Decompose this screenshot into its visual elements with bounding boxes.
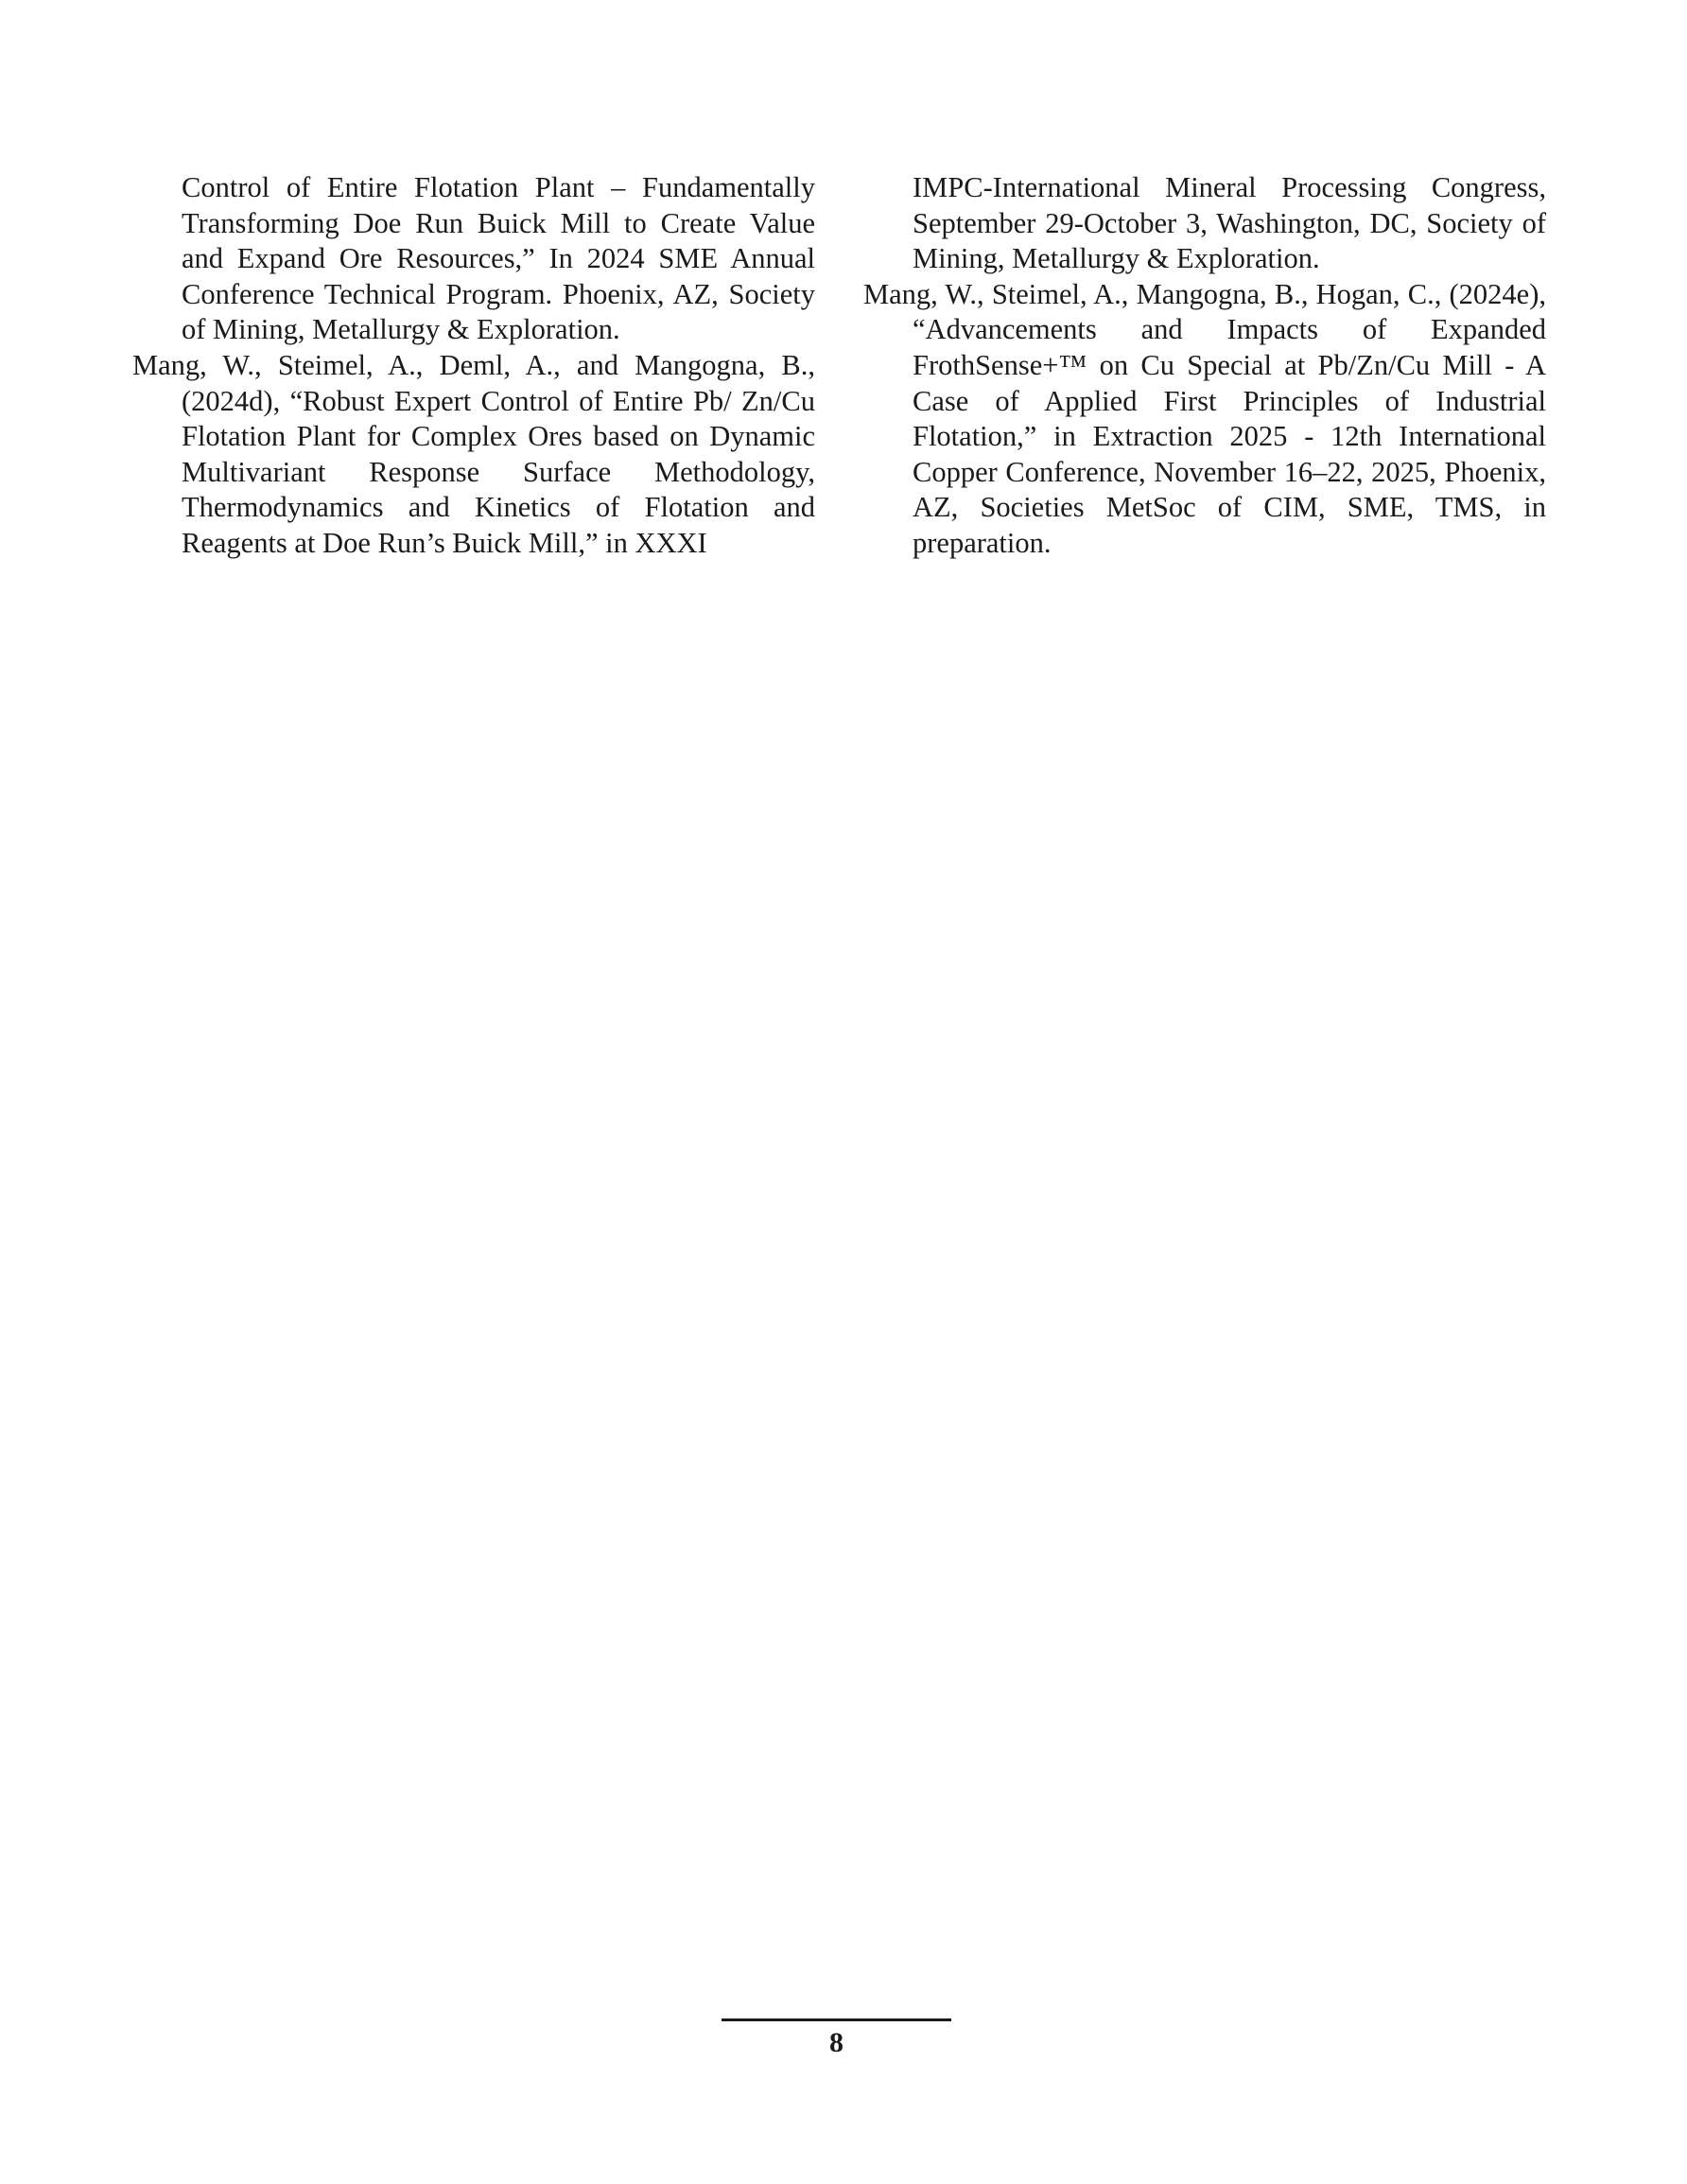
references-column-left — [132, 170, 815, 562]
reference-entry: Control of Entire Flotation Plant – Fundamentally Transforming Doe Run Buick Mill to Create Value and Expand Ore Resources,” In 2024 SME Annual Conference Technical Program. Phoenix, AZ, Society of Mining, Metallurgy & Exploration. — [182, 171, 815, 346]
reference-entry: Mang, W., Steimel, A., Deml, A., and Mangogna, B., (2024d), “Robust Expert Control of Entire Pb/ Zn/Cu Flotation Plant for Complex Ores based on Dynamic Multivariant Response Surface Methodology, Thermodynamics and Kinetics of Flotation and Reagents at Doe Run’s Buick Mill,” in XXXI — [132, 348, 815, 559]
footer-divider — [722, 2018, 951, 2021]
references-column-right — [863, 170, 1546, 562]
page-number: 8 — [829, 2027, 844, 2058]
reference-entry: IMPC-International Mineral Processing Congress, September 29-October 3, Washington, DC, Society of Mining, Metallurgy & Exploration. — [913, 171, 1546, 275]
reference-entry: Mang, W., Steimel, A., Mangogna, B., Hogan, C., (2024e), “Advancements and Impacts of Expanded FrothSense+™ on Cu Special at Pb/Zn/Cu Mill - A Case of Applied First Principles of Industrial Flotation,” in Extraction 2025 - 12th International Copper Conference, November 16–22, 2025, Phoenix, AZ, Societies MetSoc of CIM, SME, TMS, in preparation. — [863, 277, 1546, 559]
